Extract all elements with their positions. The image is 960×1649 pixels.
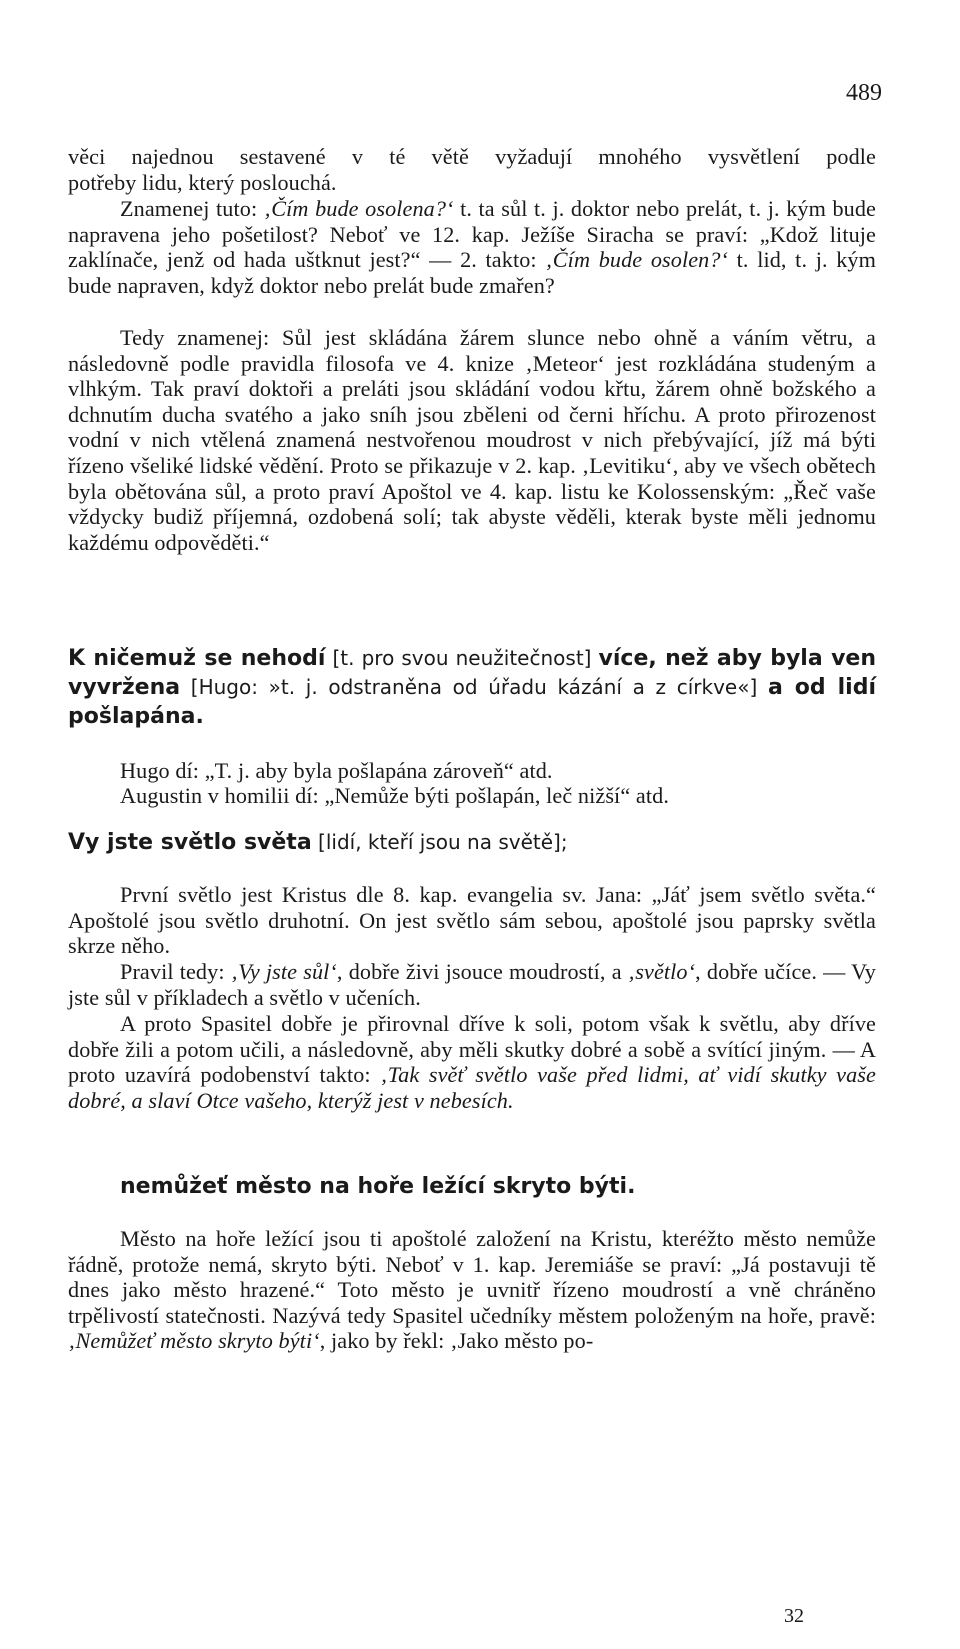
p9-quote: ‚Nemůžeť město skryto býti‘ bbox=[68, 1328, 320, 1354]
p7-text-a: Pravil tedy: bbox=[120, 959, 231, 984]
paragraph-6 bbox=[68, 882, 876, 959]
p2-quote-osolena: ‚Čím bude osolena?‘ bbox=[263, 196, 454, 221]
heading-2-note: [lidí, kteří jsou na světě]; bbox=[311, 830, 568, 854]
p7-text-e: , dobře učíce. — Vy jste sůl v příkladech a světlo v učeních. bbox=[68, 959, 876, 1010]
p7-quote-sul: ‚Vy jste sůl‘ bbox=[230, 959, 337, 984]
p2-text-c: t. ta sůl t. j. doktor nebo prelát, t. j. kým bude napravena jeho pošetilost? Neboť ve 12. kap. Ježíše Siracha se praví: „Kdož lituje zaklínače, jenž od hada uštknut jest?“ — 2. takto: bbox=[68, 196, 876, 273]
heading-1-bold-a: K ničemuž se nehodí bbox=[68, 646, 326, 671]
heading-1-bold-c: více, než aby byla ven vyvržena bbox=[68, 646, 876, 700]
paragraph-2 bbox=[68, 196, 876, 298]
p8-text-a: A proto Spasitel dobře je přirovnal dříve k soli, potom však k světlu, aby dříve dobře žili a potom učili, a následovně, aby měli skutky dobré a sobě a svítící jiným. — A proto uzavírá podobenství takto: bbox=[68, 1011, 876, 1088]
paragraph-6-text: První světlo jest Kristus dle 8. kap. evangelia sv. Jana: „Jáť jsem světlo světa.“ Apoštolé jsou světlo druhotní. On jest světlo sám sebou, apoštolé jsou paprsky světla skrze něho. bbox=[68, 882, 876, 959]
heading-1-note-d: [Hugo: »t. j. odstraněna od úřadu kázání a z církve«] bbox=[180, 675, 768, 699]
paragraph-3-text: Tedy znamenej: Sůl jest skládána žárem slunce nebo ohně a váním větru, a následovně podle pravidla filosofa ve 4. knize ‚Meteor‘ jest rozkládána studeným a vlhkým. Tak praví doktoři a preláti jsou skládání vodou křtu, žárem ohně božského a dchnutím ducha svatého a jako sníh jsou zběleni od černi hříchu. A proto přirozenost vodní v nich vtělená znamená nestvořenou moudrost v nich přebývající, jíž má býti řízeno všeliké lidské vědění. Proto se přikazuje v 2. kap. ‚Levitiku‘, aby ve všech obětech byla obětována sůl, a proto praví Apoštol ve 4. kap. listu ke Kolossenským: „Řeč vaše vždycky budiž příjemná, ozdobená solí; tak abyste věděli, kterak byste měli jednomu každému odpověděti.“ bbox=[68, 325, 876, 555]
paragraph-4 bbox=[68, 758, 876, 784]
p9-text-a: Město na hoře ležící jsou ti apoštolé založení na Kristu, kteréžto město nemůže řádně, protože nemá, skryto býti. Neboť v 1. kap. Jeremiáše se praví: „Já postavuji tě dnes jako město hrazené.“ Toto město je uvnitř řízeno moudrostí a vně chráněno trpělivostí statečnosti. Nazývá tedy Spasitel učedníky městem položeným na hoře, pravě: bbox=[68, 1226, 876, 1328]
p2-text-e: t. lid, t. j. kým bude napraven, když doktor nebo prelát bude zmařen? bbox=[68, 247, 876, 298]
heading-1-bold-e: a od lidí pošlapána. bbox=[68, 675, 876, 729]
p2-quote-osolen: ‚Čím bude osolen?‘ bbox=[545, 247, 729, 273]
paragraph-7 bbox=[68, 959, 876, 1010]
paragraph-3 bbox=[68, 325, 876, 555]
paragraph-1-line-2: potřeby lidu, který poslouchá. bbox=[68, 169, 337, 195]
heading-1-note-b: [t. pro svou neužitečnost] bbox=[325, 646, 599, 670]
paragraph-5-text: Augustin v homilii dí: „Nemůže býti pošlapán, leč nižší“ atd. bbox=[120, 783, 669, 808]
page-number: 489 bbox=[846, 80, 882, 106]
heading-2-bold: Vy jste světlo světa bbox=[68, 830, 312, 855]
p2-text-a: Znamenej tuto: bbox=[120, 196, 264, 221]
signature-mark: 32 bbox=[784, 1605, 804, 1627]
p9-text-c: , jako by řekl: ‚Jako město po- bbox=[319, 1328, 594, 1354]
heading-1 bbox=[68, 644, 876, 731]
p7-quote-svetlo: ‚světlo‘ bbox=[627, 959, 696, 984]
heading-2 bbox=[68, 828, 876, 857]
heading-3-text: nemůžeť město na hoře ležící skryto býti. bbox=[120, 1174, 636, 1199]
heading-3 bbox=[68, 1172, 876, 1201]
paragraph-1 bbox=[68, 144, 876, 195]
paragraph-1-line-1: věci najednou sestavené v té větě vyžadují mnohého vysvětlení podle bbox=[68, 144, 876, 169]
paragraph-5 bbox=[68, 783, 876, 809]
p8-quote: ‚Tak svěť světlo vaše před lidmi, ať vidí skutky vaše dobré, a slaví Otce vašeho, kterýž jest v nebesích. bbox=[68, 1062, 876, 1113]
paragraph-9 bbox=[68, 1226, 876, 1354]
paragraph-4-text: Hugo dí: „T. j. aby byla pošlapána zároveň“ atd. bbox=[120, 758, 553, 783]
p7-text-c: , dobře živi jsouce moudrostí, a bbox=[336, 959, 628, 984]
paragraph-8 bbox=[68, 1011, 876, 1113]
